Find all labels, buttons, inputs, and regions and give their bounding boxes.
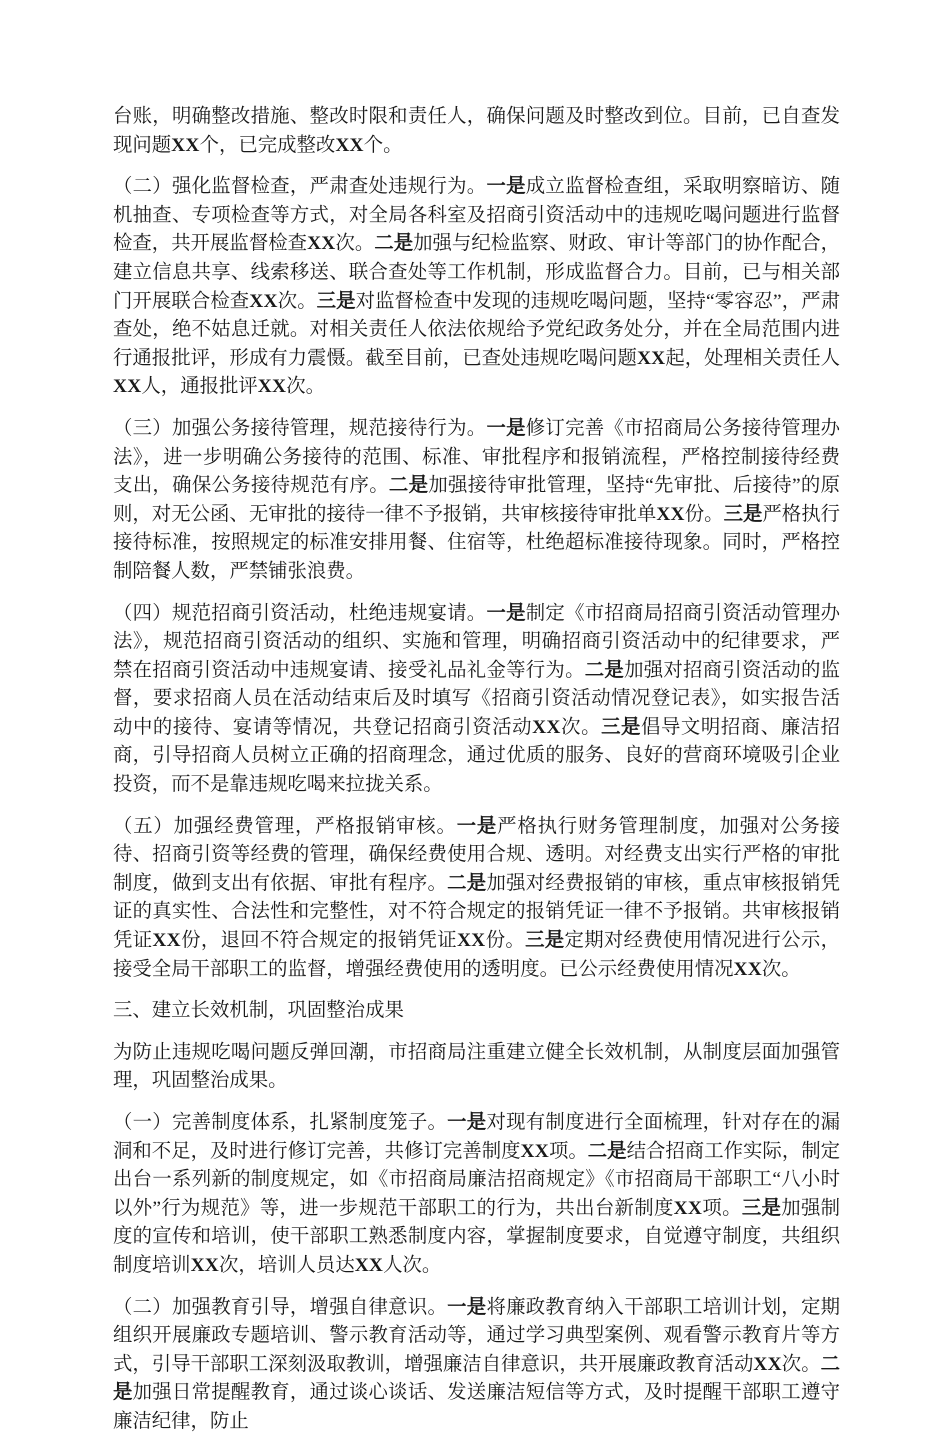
document-text-body xyxy=(113,103,840,1437)
emphasis-run: XX xyxy=(257,376,287,398)
paragraph-section3-intro: 为防止违规吃喝问题反弹回潮，市招商局注重建立健全长效机制，从制度层面加强管理，巩固整治成果。 xyxy=(113,1041,840,1092)
emphasis-run: XX xyxy=(636,347,666,369)
emphasis-run: XX xyxy=(249,290,278,312)
emphasis-run: 一是 xyxy=(486,417,526,439)
emphasis-run: 二是 xyxy=(388,475,429,497)
heading-section3: 三、建立长效机制，巩固整治成果 xyxy=(113,1000,404,1022)
paragraph-section3-item2: （二）加强教育引导，增强自律意识。一是将廉政教育纳入干部职工培训计划，定期组织开展廉政专题培训、警示教育活动等，通过学习典型案例、观看警示教育片等方式，引导干部职工深刻汲取教训，增强廉洁自律意识，共开展廉政教育活动XX次。二是加强日常提醒教育，通过谈心谈话、发送廉洁短信等方式，及时提醒干部职工遵守廉洁纪律，防止 xyxy=(113,1296,841,1432)
emphasis-run: 二是 xyxy=(587,1140,627,1162)
emphasis-run: 二是 xyxy=(113,1353,841,1404)
emphasis-run: XX xyxy=(354,1254,384,1276)
emphasis-run: XX xyxy=(753,1353,782,1375)
emphasis-run: XX xyxy=(456,930,486,952)
paragraph-continuation: 台账，明确整改措施、整改时限和责任人，确保问题及时整改到位。目前，已自查发现问题XX个，已完成整改XX个。 xyxy=(113,106,840,156)
emphasis-run: 一是 xyxy=(486,176,526,198)
emphasis-run: XX xyxy=(335,134,364,156)
emphasis-run: XX xyxy=(171,134,200,156)
paragraph-section2-item2: （二）强化监督检查，严肃查处违规行为。一是成立监督检查组，采取明察暗访、随机抽查、专项检查等方式，对全局各科室及招商引资活动中的违规吃喝问题进行监督检查，共开展监督检查XX次。二是加强与纪检监察、财政、审计等部门的协作配合，建立信息共享、线索移送、联合查处等工作机制，形成监督合力。目前，已与相关部门开展联合检查XX次。三是对监督检查中发现的违规吃喝问题，坚持“零容忍”，严肃查处，绝不姑息迁就。对相关责任人依法依规给予党纪政务处分，并在全局范围内进行通报批评，形成有力震慑。截至目前，已查处违规吃喝问题XX起，处理相关责任人XX人，通报批评XX次。 xyxy=(113,176,841,398)
emphasis-run: XX xyxy=(152,930,181,952)
paragraph-section3-item1: （一）完善制度体系，扎紧制度笼子。一是对现有制度进行全面梳理，针对存在的漏洞和不足，及时进行修订完善，共修订完善制度XX项。二是结合招商工作实际，制定出台一系列新的制度规定，如《市招商局廉洁招商规定》《市招商局干部职工“八小时以外”行为规范》等，进一步规范干部职工的行为，共出台新制度XX项。三是加强制度的宣传和培训，使干部职工熟悉制度内容，掌握制度要求，自觉遵守制度，共组织制度培训XX次，培训人员达XX人次。 xyxy=(113,1112,841,1276)
emphasis-run: 一是 xyxy=(486,602,526,624)
emphasis-run: XX xyxy=(520,1140,549,1162)
emphasis-run: 三是 xyxy=(525,930,565,952)
emphasis-run: 三是 xyxy=(316,290,356,312)
emphasis-run: XX xyxy=(113,376,142,398)
emphasis-run: XX xyxy=(656,503,685,525)
emphasis-run: 二是 xyxy=(374,233,414,255)
emphasis-run: 一是 xyxy=(456,815,498,837)
emphasis-run: 三是 xyxy=(723,503,763,525)
emphasis-run: XX xyxy=(307,233,336,255)
emphasis-run: XX xyxy=(190,1254,219,1276)
paragraph-section2-item4: （四）规范招商引资活动，杜绝违规宴请。一是制定《市招商局招商引资活动管理办法》，规范招商引资活动的组织、实施和管理，明确招商引资活动中的纪律要求，严禁在招商引资活动中违规宴请、接受礼品礼金等行为。二是加强对招商引资活动的监督，要求招商人员在活动结束后及时填写《招商引资活动情况登记表》，如实报告活动中的接待、宴请等情况，共登记招商引资活动XX次。三是倡导文明招商、廉洁招商，引导招商人员树立正确的招商理念，通过优质的服务、良好的营商环境吸引企业投资，而不是靠违规吃喝来拉拢关系。 xyxy=(113,602,841,796)
emphasis-run: 一是 xyxy=(447,1112,487,1133)
emphasis-run: XX xyxy=(673,1197,703,1219)
emphasis-run: XX xyxy=(733,958,762,980)
emphasis-run: 三是 xyxy=(601,716,641,738)
paragraph-section2-item5: （五）加强经费管理，严格报销审核。一是严格执行财务管理制度，加强对公务接待、招商引资等经费的管理，确保经费使用合规、透明。对经费支出实行严格的审批制度，做到支出有依据、审批有程序。二是加强对经费报销的审核，重点审核报销凭证的真实性、合法性和完整性，对不符合规定的报销凭证一律不予报销。共审核报销凭证XX份，退回不符合规定的报销凭证XX份。三是定期对经费使用情况进行公示，接受全局干部职工的监督，增强经费使用的透明度。已公示经费使用情况XX次。 xyxy=(113,815,841,980)
emphasis-run: 二是 xyxy=(447,872,487,894)
emphasis-run: XX xyxy=(532,716,561,738)
paragraph-section2-item3: （三）加强公务接待管理，规范接待行为。一是修订完善《市招商局公务接待管理办法》，进一步明确公务接待的范围、标准、审批程序和报销流程，严格控制接待经费支出，确保公务接待规范有序。二是加强接待审批管理，坚持“先审批、后接待”的原则，对无公函、无审批的接待一律不予报销，共审核接待审批单XX份。三是严格执行接待标准，按照规定的标准安排用餐、住宿等，杜绝超标准接待现象。同时，严格控制陪餐人数，严禁铺张浪费。 xyxy=(113,417,841,582)
emphasis-run: 一是 xyxy=(447,1296,487,1318)
emphasis-run: 二是 xyxy=(584,659,625,681)
emphasis-run: 三是 xyxy=(741,1197,782,1219)
